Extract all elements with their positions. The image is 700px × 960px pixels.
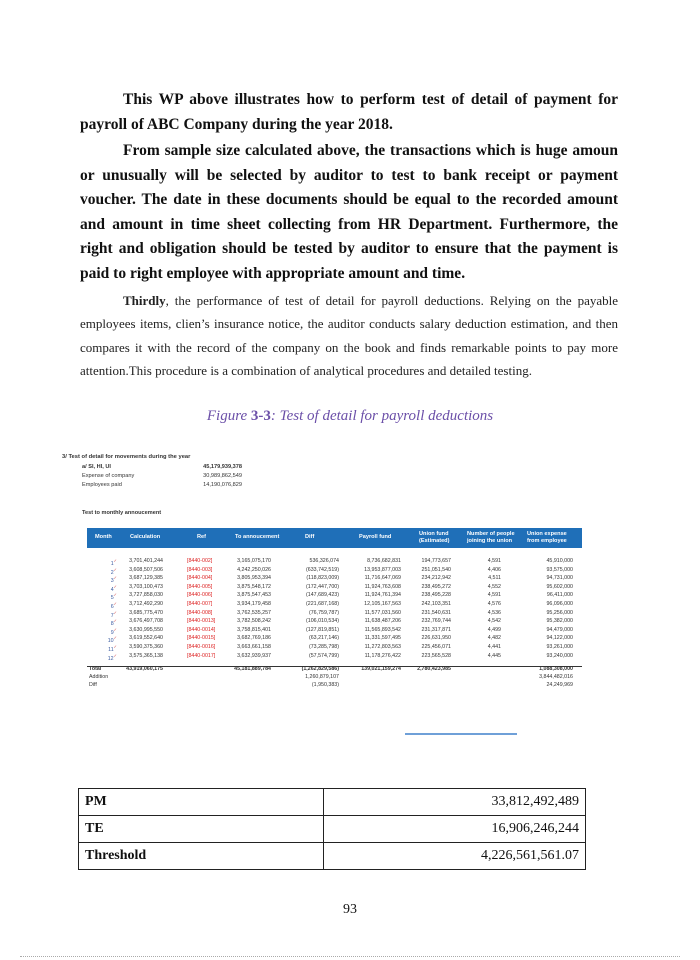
te-value: 16,906,246,244 — [324, 816, 586, 843]
paragraph-3-lead: Thirdly — [123, 293, 166, 308]
payroll-deduction-figure — [62, 448, 622, 768]
tick-mark-icon: ✓ — [113, 558, 117, 563]
diff-cell: (57,574,799) — [308, 652, 339, 659]
ufund-cell: 242,103,351 — [421, 600, 451, 607]
header-ref: Ref — [197, 534, 207, 540]
num-cell: 4,511 — [488, 575, 501, 582]
calc-cell: 3,727,858,030 — [129, 592, 163, 599]
uexp-cell: 95,602,000 — [546, 583, 573, 590]
calc-cell: 3,712,492,290 — [129, 600, 163, 607]
ufund-cell: 234,212,942 — [421, 575, 451, 582]
ann-cell: 3,934,179,458 — [237, 600, 271, 607]
calc-cell: 3,676,497,708 — [129, 618, 163, 625]
paragraph-3 — [80, 289, 618, 382]
ref-cell: [8440-007] — [187, 600, 213, 607]
uexp-cell: 96,096,000 — [546, 600, 573, 607]
diff-cell: (221,687,168) — [306, 600, 339, 607]
header-union-fund: Union fund (Estimated) — [419, 531, 450, 544]
tick-mark-icon: ✓ — [113, 626, 117, 632]
diff-cell: (63,217,146) — [308, 635, 339, 642]
ref-cell: [8440-0013] — [187, 618, 216, 625]
header-calculation: Calculation — [130, 534, 161, 540]
num-cell: 4,576 — [487, 600, 501, 607]
page-number: 93 — [343, 902, 357, 917]
calc-cell: 3,701,401,244 — [129, 558, 163, 564]
figure-table-row — [87, 618, 582, 627]
tick-mark-icon: ✓ — [113, 652, 117, 658]
ufund-cell: 226,631,950 — [421, 635, 451, 642]
tick-mark-icon: ✓ — [113, 592, 117, 598]
te-row — [79, 816, 586, 843]
diff-cell: (147,689,423) — [306, 592, 339, 599]
figure-title: 3/ Test of detail for movements during the year — [62, 454, 191, 460]
figure-table-row — [87, 575, 582, 584]
figure-subtitle: Test to monthly annoucement — [82, 510, 162, 516]
header-to-announcement: To annoucement — [235, 534, 280, 540]
num-cell: 4,406 — [487, 566, 501, 573]
ufund-cell: 251,051,540 — [421, 566, 451, 573]
paragraph-1: This WP above illustrates how to perform test of detail of payment for payroll of ABC Company during the year 2018. — [80, 91, 618, 133]
month-cell: 8 — [110, 620, 114, 627]
uexp-cell: 95,382,000 — [546, 618, 573, 625]
ann-cell: 3,165,075,170 — [237, 558, 271, 564]
summary-row: a/ SI, HI, UI 45,179,939,378 — [82, 464, 242, 470]
ref-cell: [8440-003] — [187, 566, 213, 573]
pm-label: PM — [79, 789, 324, 816]
diff-cell: (118,823,009) — [306, 575, 339, 582]
calc-cell: 3,575,365,138 — [129, 652, 163, 659]
tick-mark-icon: ✓ — [113, 618, 117, 624]
diff-cell: (76,759,787) — [308, 609, 339, 616]
ref-cell: [8440-004] — [187, 575, 213, 582]
header-union-expense: Union expense from employee — [527, 531, 567, 544]
diff-cell: (127,819,851) — [306, 626, 339, 633]
ref-cell: [8440-002] — [187, 558, 213, 564]
figure-caption: Figure 3-3: Test of detail for payroll deductions — [206, 408, 494, 424]
num-cell: 4,482 — [487, 635, 501, 642]
tick-mark-icon: ✓ — [113, 583, 117, 589]
ufund-cell: 231,540,631 — [421, 609, 451, 616]
pay-cell: 11,178,276,422 — [364, 652, 401, 659]
figure-table-row — [87, 584, 582, 593]
pay-cell: 11,924,763,608 — [364, 583, 401, 590]
ann-cell: 3,875,548,172 — [237, 583, 271, 590]
pay-cell: 8,736,682,831 — [367, 558, 401, 564]
diff-cell: 536,326,074 — [309, 558, 339, 564]
figure-table-row — [87, 592, 582, 601]
uexp-cell: 93,261,000 — [546, 643, 573, 650]
pay-cell: 11,565,893,542 — [364, 626, 401, 633]
ann-cell: 3,805,953,394 — [237, 575, 271, 582]
header-month: Month — [95, 534, 112, 540]
diff-cell: (172,447,700) — [306, 583, 339, 590]
uexp-cell: 95,256,000 — [546, 609, 573, 616]
ann-cell: 3,762,535,257 — [237, 609, 271, 616]
pay-cell: 11,577,031,560 — [364, 609, 401, 616]
header-payroll-fund: Payroll fund — [359, 534, 392, 540]
num-cell: 4,591 — [487, 592, 501, 599]
pay-cell: 13,953,877,003 — [364, 566, 401, 573]
month-cell: 9 — [110, 629, 114, 636]
ref-cell: [8440-0016] — [187, 643, 216, 650]
month-cell: 10 — [107, 638, 114, 645]
figure-table-row — [87, 601, 582, 610]
month-cell: 3 — [110, 577, 114, 584]
tick-mark-icon: ✓ — [113, 635, 117, 641]
tick-mark-icon: ✓ — [113, 609, 117, 615]
ref-cell: [8440-0015] — [187, 635, 216, 642]
materiality-table — [78, 788, 586, 870]
pay-cell: 11,924,761,394 — [364, 592, 401, 599]
figure-table-row — [87, 558, 582, 567]
uexp-cell: 45,910,000 — [546, 558, 573, 564]
num-cell: 4,441 — [487, 643, 501, 650]
summary-row: Employees paid 14,190,076,829 — [82, 482, 242, 488]
pay-cell: 11,638,487,206 — [364, 618, 401, 625]
ufund-cell: 225,456,071 — [421, 643, 451, 650]
calc-cell: 3,687,129,385 — [129, 575, 163, 582]
month-cell: 1 — [110, 560, 114, 567]
tick-mark-icon: ✓ — [113, 566, 117, 572]
figure-table-row — [87, 644, 582, 653]
pay-cell: 11,716,647,069 — [364, 575, 401, 582]
month-cell: 12 — [107, 655, 114, 662]
ufund-cell: 238,495,272 — [421, 583, 451, 590]
calc-cell: 3,608,507,506 — [129, 566, 163, 573]
figure-table-row — [87, 635, 582, 644]
month-cell: 5 — [110, 595, 114, 602]
summary-row: Expense of company 30,989,862,549 — [82, 473, 242, 479]
figure-table-header — [87, 528, 582, 548]
ann-cell: 4,242,250,026 — [237, 566, 271, 573]
threshold-value: 4,226,561,561.07 — [324, 843, 586, 870]
month-cell: 11 — [108, 646, 114, 653]
ufund-cell: 223,565,528 — [421, 652, 451, 659]
figure-table-row — [87, 653, 582, 662]
ufund-cell: 238,495,228 — [421, 592, 451, 599]
uexp-cell: 94,731,000 — [546, 575, 573, 582]
header-number-people: Number of people joining the union — [467, 531, 515, 544]
num-cell: 4,591 — [487, 558, 501, 564]
ref-cell: [8440-008] — [187, 609, 213, 616]
calc-cell: 3,590,375,360 — [129, 643, 163, 650]
highlight-bar — [405, 733, 517, 735]
diff-row: Diff (1,950,383) 24,249,969 — [89, 681, 573, 688]
ref-cell: [8440-0017] — [187, 652, 216, 659]
header-diff: Diff — [305, 534, 315, 540]
pay-cell: 11,331,597,495 — [364, 635, 401, 642]
uexp-cell: 93,240,000 — [546, 652, 573, 659]
num-cell: 4,542 — [487, 618, 501, 625]
tick-mark-icon: ✓ — [113, 643, 117, 649]
pay-cell: 11,272,803,563 — [364, 643, 401, 650]
diff-cell: (73,285,798) — [308, 643, 339, 650]
ref-cell: [8440-006] — [187, 592, 213, 599]
month-cell: 6 — [110, 603, 114, 610]
ufund-cell: 194,773,657 — [421, 558, 451, 564]
ann-cell: 3,782,508,242 — [237, 618, 271, 625]
uexp-cell: 94,122,000 — [546, 635, 573, 642]
ufund-cell: 231,317,871 — [421, 626, 451, 633]
calc-cell: 3,630,995,550 — [129, 626, 163, 633]
month-cell: 7 — [110, 612, 114, 619]
figure-table-row — [87, 610, 582, 619]
pay-cell: 12,105,167,563 — [364, 600, 401, 607]
addition-row: Addition 1,260,879,107 3,844,482,016 — [89, 673, 573, 680]
tick-mark-icon: ✓ — [113, 575, 117, 581]
month-cell: 4 — [110, 586, 114, 593]
uexp-cell: 93,575,000 — [546, 566, 573, 573]
paragraph-2: From sample size calculated above, the transactions which is huge amoun or unusually will be selected by auditor to test to bank receipt or payment voucher. The date in these documents should be equal to the recorded amount and amount in time sheet collecting from HR Department. Furthermore, the right and obligation should be tested by auditor to ensure that the payment is paid to right employee with appropriate amount and time. — [80, 142, 618, 282]
threshold-label: Threshold — [79, 843, 324, 870]
total-row: Total 43,919,060,175 45,181,889,784 (1,262,829,586) 139,021,159,274 2,780,423,985 1,088,308,000 — [89, 666, 573, 672]
figure-table-row — [87, 627, 582, 636]
calc-cell: 3,619,552,640 — [129, 635, 163, 642]
ann-cell: 3,632,939,937 — [237, 652, 271, 659]
ufund-cell: 232,769,744 — [421, 618, 451, 625]
page-bottom-rule — [20, 956, 680, 957]
num-cell: 4,445 — [487, 652, 501, 659]
figure-number: 3-3 — [250, 408, 271, 424]
num-cell: 4,499 — [487, 626, 501, 633]
ann-cell: 3,875,547,453 — [237, 592, 271, 599]
pm-value: 33,812,492,489 — [324, 789, 586, 816]
ref-cell: [8440-0014] — [187, 626, 216, 633]
num-cell: 4,536 — [487, 609, 501, 616]
diff-cell: (633,742,519) — [306, 566, 339, 573]
ann-cell: 3,682,769,186 — [237, 635, 271, 642]
uexp-cell: 94,479,000 — [546, 626, 573, 633]
paragraph-3-text: , the performance of test of detail for payroll deductions. Relying on the payable employees items, clien’s insurance notice, the auditor conducts salary deduction estimation, and then compares it with the record of the company on the book and finds remarkable points to pay more attention.This procedure is a combination of analytical procedures and detailed testing. — [80, 293, 618, 378]
num-cell: 4,552 — [487, 583, 501, 590]
figure-totals — [87, 666, 582, 689]
ann-cell: 3,758,815,401 — [237, 626, 271, 633]
figure-table-row — [87, 567, 582, 576]
pm-row — [79, 789, 586, 816]
ref-cell: [8440-005] — [187, 583, 213, 590]
threshold-row — [79, 843, 586, 870]
uexp-cell: 96,411,000 — [546, 592, 573, 599]
diff-cell: (106,010,534) — [306, 618, 339, 625]
tick-mark-icon: ✓ — [113, 600, 117, 606]
calc-cell: 3,703,100,473 — [129, 583, 163, 590]
body-paragraphs — [80, 88, 618, 286]
calc-cell: 3,685,775,470 — [129, 609, 163, 616]
month-cell: 2 — [110, 569, 114, 576]
te-label: TE — [79, 816, 324, 843]
figure-table-body — [87, 558, 582, 661]
ann-cell: 3,663,661,158 — [237, 643, 271, 650]
